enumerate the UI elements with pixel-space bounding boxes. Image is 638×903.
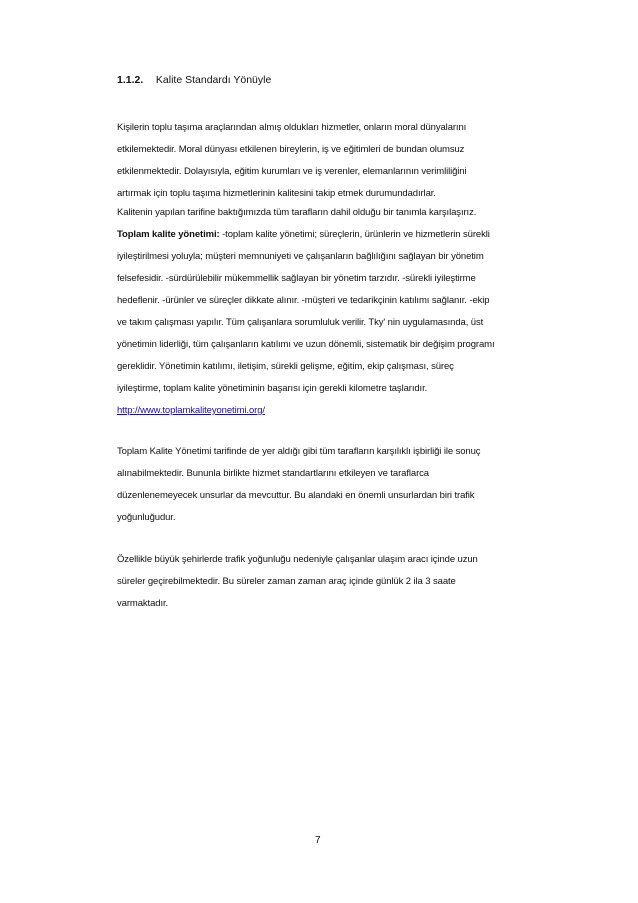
section-number: 1.1.2. (117, 74, 144, 86)
section-heading (117, 74, 271, 86)
section-title: Kalite Standardı Yönüyle (155, 74, 272, 86)
paragraph-line: etkilemektedir. Moral dünyası etkilenen bireylerin, iş ve eğitimleri de bundan olumsuz (117, 144, 465, 155)
tky-term: Toplam kalite yönetimi: (117, 229, 220, 240)
paragraph-line: yoğunluğudur. (117, 512, 176, 523)
paragraph-line: felsefesidir. -sürdürülebilir mükemmellik sağlayan bir yönetim tarzıdır. -sürekli iyileştirme (117, 273, 476, 284)
page-number: 7 (315, 835, 321, 846)
paragraph-line: ve takım çalışması yapılır. Tüm çalışanlara sorumluluk verilir. Tky' nin uygulamasında, üst (117, 317, 484, 328)
paragraph-line: etkilenmektedir. Dolayısıyla, eğitim kurumları ve iş verenler, elemanlarının verimliliğini (117, 166, 467, 177)
paragraph-line: Özellikle büyük şehirlerde trafik yoğunluğu nedeniyle çalışanlar ulaşım aracı içinde uzun (117, 554, 478, 565)
paragraph-line: Toplam Kalite Yönetimi tarifinde de yer aldığı gibi tüm tarafların karşılıklı işbirliği ile sonuç (117, 446, 481, 457)
tky-definition-text: -toplam kalite yönetimi; süreçlerin, ürünlerin ve hizmetlerin sürekli (219, 229, 490, 240)
paragraph-line: artırmak için toplu taşıma hizmetlerinin kalitesini takip etmek durumundadırlar. (117, 188, 436, 199)
paragraph-line: süreler geçirebilmektedir. Bu süreler zaman zaman araç içinde günlük 2 ila 3 saate (117, 576, 456, 587)
paragraph-line: alınabilmektedir. Bununla birlikte hizmet standartlarını etkileyen ve taraflarca (117, 468, 429, 479)
tky-definition-first-line (117, 229, 490, 240)
paragraph-line: düzenlenemeyecek unsurlar da mevcuttur. Bu alandaki en önemli unsurlardan biri trafik (117, 490, 475, 501)
paragraph-line: iyileştirilmesi yoluyla; müşteri memnuniyeti ve çalışanların bağlılığını sağlayan bir yönetim (117, 251, 484, 262)
paragraph-line: Kişilerin toplu taşıma araçlarından almış oldukları hizmetler, onların moral dünyalarını (117, 122, 467, 133)
paragraph-line: gereklidir. Yönetimin katılımı, iletişim, sürekli gelişme, eğitim, ekip çalışması, süreç (117, 361, 454, 372)
paragraph-line: Kalitenin yapılan tarifine baktığımızda tüm tarafların dahil olduğu bir tanımla karşılaşırız. (117, 207, 477, 218)
paragraph-line: iyileştirme, toplam kalite yönetiminin başarısı için gerekli kilometre taşlarıdır. (117, 383, 428, 394)
paragraph-line: varmaktadır. (117, 598, 169, 609)
source-link[interactable]: http://www.toplamkaliteyonetimi.org/ (117, 405, 265, 416)
paragraph-line: yönetimin liderliği, tüm çalışanların katılımı ve uzun dönemli, sistematik bir değişim programı (117, 339, 495, 350)
paragraph-line: hedeflenir. -ürünler ve süreçler dikkate alınır. -müşteri ve tedarikçinin katılımı sağlanır. -ekip (117, 295, 490, 306)
